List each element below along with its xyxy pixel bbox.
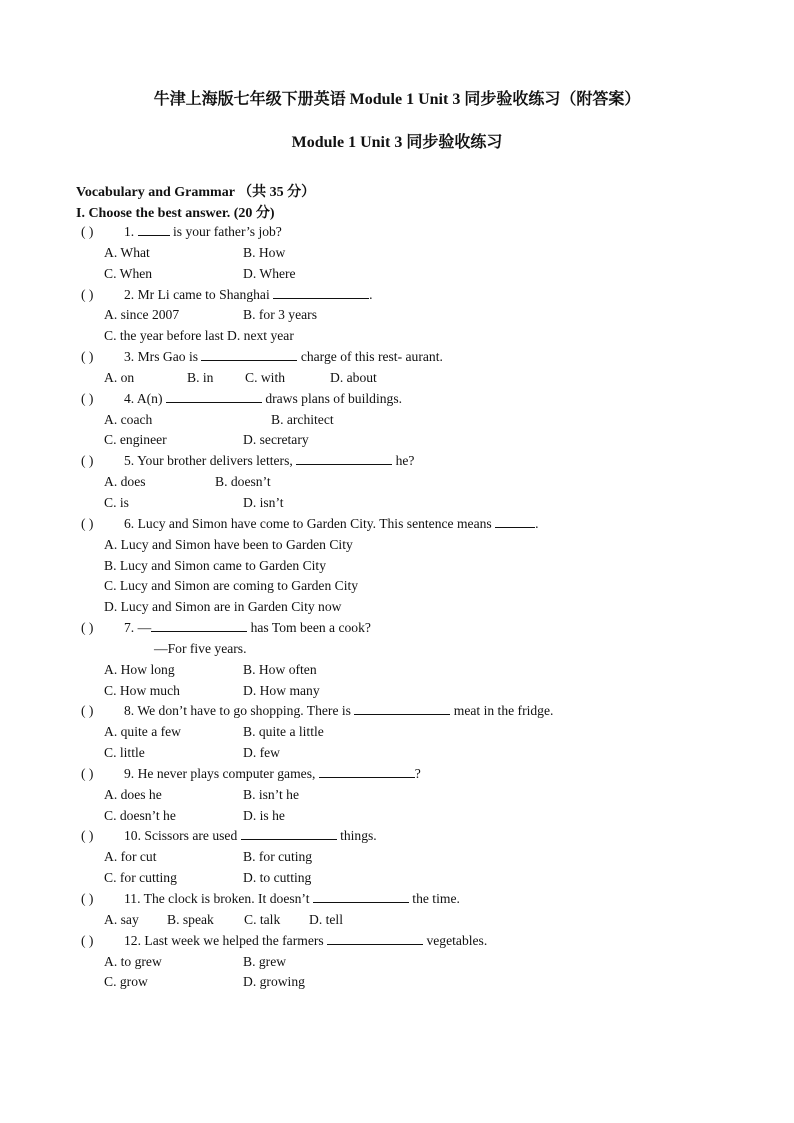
question-text: charge of this rest- aurant. <box>297 349 443 365</box>
option-row <box>0 243 794 264</box>
answer-bracket[interactable]: ( ) <box>81 349 94 365</box>
question-text: . <box>369 286 373 302</box>
option-row <box>0 410 794 431</box>
question-text: 9. He never plays computer games, <box>124 765 319 781</box>
answer-option[interactable]: A. say <box>104 911 139 927</box>
question-1 <box>0 222 794 243</box>
option-row <box>0 576 794 597</box>
option-row <box>0 264 794 285</box>
answer-option[interactable]: B. How <box>243 244 286 260</box>
option-row <box>0 597 794 618</box>
answer-option[interactable]: C. engineer <box>104 432 167 448</box>
answer-option[interactable]: C. How much <box>104 682 180 698</box>
option-row <box>0 472 794 493</box>
answer-option[interactable]: C. When <box>104 265 153 281</box>
answer-option[interactable]: A. coach <box>104 411 153 427</box>
option-row <box>0 430 794 451</box>
question-text: the time. <box>408 891 460 906</box>
answer-bracket[interactable]: ( ) <box>81 891 94 906</box>
answer-option[interactable]: A. since 2007 <box>104 307 180 323</box>
question-9 <box>0 764 794 785</box>
section-header: Vocabulary and Grammar （共 35 分） <box>76 185 316 200</box>
answer-bracket[interactable]: ( ) <box>81 453 94 469</box>
answer-option[interactable]: A. to grew <box>104 953 162 969</box>
document-title: 牛津上海版七年级下册英语 Module 1 Unit 3 同步验收练习（附答案） <box>153 91 641 108</box>
option-row <box>0 952 794 973</box>
answer-blank[interactable] <box>354 702 450 715</box>
answer-option[interactable]: B. architect <box>271 411 334 427</box>
answer-option[interactable]: A. Lucy and Simon have been to Garden City <box>104 536 353 552</box>
dialog-response: —For five years. <box>154 640 247 656</box>
answer-option[interactable]: D. secretary <box>243 432 309 448</box>
answer-option[interactable]: C. grow <box>104 974 148 990</box>
question-text: . <box>535 515 539 531</box>
answer-option[interactable]: B. for 3 years <box>243 307 317 323</box>
question-3 <box>0 347 794 368</box>
answer-option[interactable]: A. How long <box>104 661 175 677</box>
question-text: 6. Lucy and Simon have come to Garden City. This sentence means <box>124 515 496 531</box>
question-text: 5. Your brother delivers letters, <box>124 453 297 469</box>
option-row <box>0 556 794 577</box>
part-header: I. Choose the best answer. (20 分) <box>76 206 275 221</box>
answer-option[interactable]: A. quite a few <box>104 724 182 740</box>
answer-option[interactable]: D. to cutting <box>243 870 312 886</box>
question-text: draws plans of buildings. <box>261 390 403 406</box>
answer-bracket[interactable]: ( ) <box>81 828 94 844</box>
answer-option[interactable]: B. in <box>187 369 214 385</box>
question-text: 4. A(n) <box>124 390 166 406</box>
option-row <box>0 305 794 326</box>
answer-blank[interactable] <box>201 348 297 361</box>
option-row <box>0 326 794 347</box>
answer-blank[interactable] <box>313 890 409 903</box>
question-5 <box>0 451 794 472</box>
answer-blank[interactable] <box>166 390 262 403</box>
answer-blank[interactable] <box>138 223 170 236</box>
question-11 <box>0 889 794 910</box>
answer-option[interactable]: B. isn’t he <box>243 786 300 802</box>
answer-option[interactable]: D. Where <box>243 265 296 281</box>
question-text: is your father’s job? <box>169 224 282 239</box>
option-row <box>0 785 794 806</box>
answer-blank[interactable] <box>241 827 337 840</box>
answer-option[interactable]: B. doesn’t <box>215 474 271 490</box>
question-text: meat in the fridge. <box>450 703 554 719</box>
option-row <box>0 368 794 389</box>
question-6 <box>0 514 794 535</box>
answer-bracket[interactable]: ( ) <box>81 390 94 406</box>
answer-blank[interactable] <box>495 515 535 528</box>
option-row <box>0 910 794 931</box>
answer-option[interactable]: B. Lucy and Simon came to Garden City <box>104 557 326 573</box>
answer-option[interactable]: D. about <box>330 369 377 385</box>
option-row <box>0 743 794 764</box>
answer-bracket[interactable]: ( ) <box>81 224 94 239</box>
question-text: 11. The clock is broken. It doesn’t <box>124 891 313 906</box>
answer-option[interactable]: B. grew <box>243 953 287 969</box>
option-row <box>0 722 794 743</box>
option-row <box>0 535 794 556</box>
option-row <box>0 493 794 514</box>
question-text: 7. — <box>124 620 152 636</box>
answer-option[interactable]: C. little <box>104 745 145 761</box>
answer-option[interactable]: D. Lucy and Simon are in Garden City now <box>104 599 342 615</box>
answer-option[interactable]: C. talk <box>244 911 281 927</box>
answer-option[interactable]: D. How many <box>243 682 320 698</box>
answer-option[interactable]: A. What <box>104 244 150 260</box>
answer-option[interactable]: D. tell <box>309 911 343 927</box>
question-text: 3. Mrs Gao is <box>124 349 202 365</box>
answer-option[interactable]: B. How often <box>243 661 317 677</box>
answer-blank[interactable] <box>319 765 415 778</box>
answer-option[interactable]: D. few <box>243 745 280 761</box>
answer-option[interactable]: B. for cuting <box>243 849 313 865</box>
answer-option[interactable]: D. growing <box>243 974 305 990</box>
question-text: 2. Mr Li came to Shanghai <box>124 286 274 302</box>
answer-option[interactable]: A. does he <box>104 786 162 802</box>
option-row <box>0 868 794 889</box>
question-text: 12. Last week we helped the farmers <box>124 932 328 948</box>
question-text: 10. Scissors are used <box>124 828 241 844</box>
answer-option[interactable]: A. does <box>104 474 146 490</box>
document-subtitle: Module 1 Unit 3 同步验收练习 <box>291 134 503 151</box>
answer-blank[interactable] <box>296 452 392 465</box>
option-row <box>0 660 794 681</box>
answer-blank[interactable] <box>273 286 369 299</box>
answer-bracket[interactable]: ( ) <box>81 286 94 302</box>
question-12 <box>0 931 794 952</box>
answer-option[interactable]: C. with <box>245 369 286 385</box>
answer-option[interactable]: C. is <box>104 494 129 510</box>
answer-bracket[interactable]: ( ) <box>81 765 94 781</box>
answer-blank[interactable] <box>151 619 247 632</box>
question-list <box>0 222 794 993</box>
question-text: 8. We don’t have to go shopping. There is <box>124 703 355 719</box>
answer-bracket[interactable]: ( ) <box>81 703 94 719</box>
question-4 <box>0 389 794 410</box>
question-10 <box>0 826 794 847</box>
question-text: ? <box>414 765 421 781</box>
answer-option[interactable]: C. doesn’t he <box>104 807 176 823</box>
answer-bracket[interactable]: ( ) <box>81 620 94 636</box>
answer-bracket[interactable]: ( ) <box>81 932 94 948</box>
question-text: has Tom been a cook? <box>247 620 371 636</box>
question-text: things. <box>336 828 377 844</box>
question-7 <box>0 618 794 639</box>
question-text: vegetables. <box>423 932 488 948</box>
answer-option[interactable]: C. for cutting <box>104 870 177 886</box>
answer-bracket[interactable]: ( ) <box>81 515 94 531</box>
answer-option[interactable]: A. on <box>104 369 135 385</box>
answer-blank[interactable] <box>327 932 423 945</box>
question-2 <box>0 285 794 306</box>
answer-option[interactable]: A. for cut <box>104 849 157 865</box>
option-row <box>0 806 794 827</box>
answer-option[interactable]: B. quite a little <box>243 724 324 740</box>
answer-option[interactable]: B. speak <box>167 911 214 927</box>
option-row <box>0 972 794 993</box>
answer-option[interactable]: D. is he <box>243 807 285 823</box>
question-8 <box>0 701 794 722</box>
question-text: he? <box>392 453 415 469</box>
option-row <box>0 681 794 702</box>
question-text: 1. <box>124 224 138 239</box>
answer-option[interactable]: D. isn’t <box>243 494 284 510</box>
option-row <box>0 847 794 868</box>
answer-option[interactable]: C. the year before last D. next year <box>104 328 294 344</box>
answer-option[interactable]: C. Lucy and Simon are coming to Garden City <box>104 578 359 594</box>
